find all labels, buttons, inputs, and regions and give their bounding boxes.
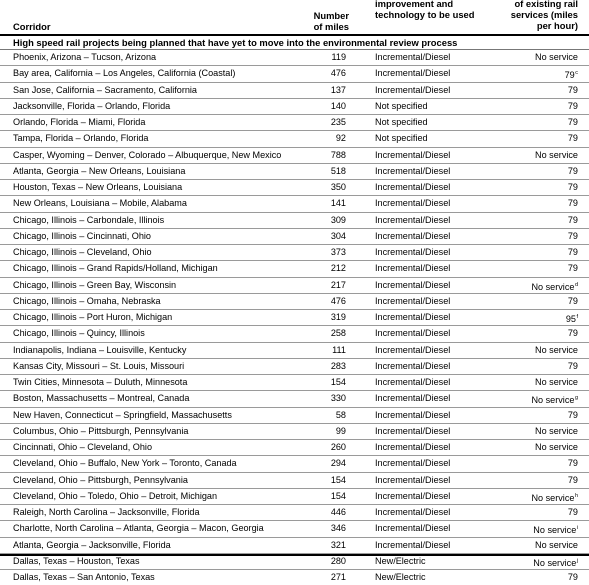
corridor-cell: Boston, Massachusetts – Montreal, Canada	[13, 393, 190, 404]
miles-cell: 140	[330, 100, 346, 111]
speed-cell	[450, 131, 578, 146]
corridor-cell: Tampa, Florida – Orlando, Florida	[13, 133, 149, 144]
corridor-cell: Dallas, Texas – San Antonio, Texas	[13, 572, 155, 582]
improvement-cell: Incremental/Diesel	[375, 377, 451, 387]
table-row	[0, 293, 589, 309]
improvement-cell: Incremental/Diesel	[375, 393, 451, 404]
table-row	[0, 195, 589, 211]
miles-cell: 518	[330, 165, 346, 176]
improvement-cell: Incremental/Diesel	[375, 490, 451, 501]
table-header	[0, 0, 589, 36]
miles-cell: 258	[330, 328, 346, 339]
footnote-marker: f	[576, 314, 578, 320]
bottom-rule	[0, 554, 589, 556]
miles-cell: 346	[330, 523, 346, 534]
miles-cell: 280	[330, 555, 346, 566]
speed-value: 79	[567, 133, 578, 144]
speed-cell	[450, 505, 578, 520]
improvement-cell: Not specified	[375, 133, 428, 144]
table-row	[0, 455, 589, 471]
footnote-marker: h	[574, 492, 578, 499]
miles-cell: 373	[330, 247, 346, 257]
table-row	[0, 260, 589, 276]
table-row	[0, 98, 589, 114]
speed-value: 79	[567, 182, 578, 192]
corridor-cell: Jacksonville, Florida – Orlando, Florida	[13, 100, 171, 111]
table-row	[0, 342, 589, 358]
improvement-cell: Incremental/Diesel	[375, 295, 451, 306]
miles-cell: 212	[330, 263, 346, 274]
corridor-cell: Chicago, Illinois – Green Bay, Wisconsin	[13, 279, 177, 290]
miles-cell: 350	[330, 182, 346, 192]
corridor-cell: Chicago, Illinois – Omaha, Nebraska	[13, 295, 161, 306]
corridor-cell: Chicago, Illinois – Carbondale, Illinois	[13, 214, 165, 225]
corridor-cell: Cincinnati, Ohio – Cleveland, Ohio	[13, 442, 153, 452]
speed-value: 79	[567, 295, 578, 306]
table-row	[0, 390, 589, 406]
corridor-cell: Dallas, Texas – Houston, Texas	[13, 555, 140, 566]
improvement-cell: Incremental/Diesel	[375, 425, 451, 436]
improvement-cell: New/Electric	[375, 555, 426, 566]
speed-cell	[450, 538, 578, 553]
improvement-cell: Incremental/Diesel	[375, 247, 451, 257]
speed-value: 79	[567, 572, 578, 582]
footnote-marker: j	[576, 557, 578, 564]
improvement-cell: Incremental/Diesel	[375, 328, 451, 339]
speed-value: No service	[535, 149, 578, 160]
miles-cell: 58	[335, 409, 346, 420]
table-row	[0, 65, 589, 81]
speed-value: No service	[535, 377, 578, 387]
table-row	[0, 277, 589, 293]
corridor-cell: Columbus, Ohio – Pittsburgh, Pennsylvania	[13, 425, 189, 436]
corridor-cell: Indianapolis, Indiana – Louisville, Kentucky	[13, 344, 187, 355]
miles-cell: 154	[330, 377, 346, 387]
speed-cell	[450, 343, 578, 358]
miles-cell: 476	[330, 295, 346, 306]
improvement-cell: Incremental/Diesel	[375, 312, 451, 322]
speed-value: 95	[565, 314, 576, 324]
corridor-cell: Chicago, Illinois – Cleveland, Ohio	[13, 247, 152, 257]
improvement-cell: Incremental/Diesel	[375, 52, 451, 62]
speed-value: No service	[533, 525, 577, 536]
improvement-cell: Incremental/Diesel	[375, 214, 451, 225]
table-row	[0, 520, 589, 536]
miles-cell: 330	[330, 393, 346, 404]
footnote-marker: c	[575, 70, 578, 77]
speed-cell	[450, 99, 578, 114]
table-row	[0, 504, 589, 520]
miles-cell: 309	[330, 214, 346, 225]
miles-cell: 283	[330, 360, 346, 371]
corridor-cell: Kansas City, Missouri – St. Louis, Missouri	[13, 360, 185, 371]
speed-value: 79	[564, 70, 575, 81]
speed-value: No service	[531, 395, 575, 406]
header-miles: Number of miles	[313, 10, 349, 32]
corridor-cell: Twin Cities, Minnesota – Duluth, Minnesota	[13, 377, 188, 387]
speed-value: 79	[567, 409, 578, 420]
improvement-cell: Incremental/Diesel	[375, 165, 451, 176]
corridor-cell: Cleveland, Ohio – Buffalo, New York – Toronto, Canada	[13, 458, 237, 469]
corridor-cell: Chicago, Illinois – Port Huron, Michigan	[13, 312, 173, 322]
speed-cell	[450, 164, 578, 179]
table-row	[0, 537, 589, 553]
header-speed: of existing rail services (miles per hour)	[510, 0, 578, 31]
speed-value: No service	[535, 539, 578, 550]
miles-cell: 111	[332, 344, 346, 355]
table-body	[0, 49, 589, 585]
corridor-cell: Cleveland, Ohio – Pittsburgh, Pennsylvania	[13, 474, 188, 485]
corridor-cell: Casper, Wyoming – Denver, Colorado – Albuquerque, New Mexico	[13, 149, 282, 160]
corridor-cell: New Haven, Connecticut – Springfield, Massachusetts	[13, 409, 232, 420]
speed-cell	[450, 440, 578, 455]
corridor-cell: Houston, Texas – New Orleans, Louisiana	[13, 182, 183, 192]
miles-cell: 321	[330, 539, 346, 550]
speed-cell	[450, 180, 578, 195]
speed-value: No service	[535, 52, 578, 62]
speed-cell	[450, 196, 578, 211]
speed-cell	[450, 148, 578, 163]
miles-cell: 137	[330, 84, 346, 95]
miles-cell: 141	[330, 198, 346, 209]
speed-value: No service	[531, 492, 575, 503]
speed-cell	[450, 245, 578, 260]
speed-value: 79	[567, 360, 578, 371]
table-row	[0, 569, 589, 585]
speed-cell	[450, 115, 578, 130]
miles-cell: 154	[330, 490, 346, 501]
corridor-cell: New Orleans, Louisiana – Mobile, Alabama	[13, 198, 187, 209]
improvement-cell: Incremental/Diesel	[375, 458, 451, 469]
speed-value: No service	[533, 557, 577, 568]
footnote-marker: d	[574, 281, 578, 288]
improvement-cell: Incremental/Diesel	[375, 279, 451, 290]
miles-cell: 260	[330, 442, 346, 452]
speed-value: 79	[567, 474, 578, 485]
speed-cell	[450, 261, 578, 276]
footnote-marker: g	[574, 395, 578, 402]
table-row	[0, 374, 589, 390]
table-row	[0, 147, 589, 163]
corridor-cell: Orlando, Florida – Miami, Florida	[13, 117, 146, 127]
speed-cell	[450, 424, 578, 439]
table-row	[0, 163, 589, 179]
speed-cell	[450, 229, 578, 244]
improvement-cell: Incremental/Diesel	[375, 182, 451, 192]
table-row	[0, 82, 589, 98]
speed-value: 79	[567, 84, 578, 95]
corridor-cell: Bay area, California – Los Angeles, California (Coastal)	[13, 68, 236, 79]
improvement-cell: Incremental/Diesel	[375, 539, 451, 550]
miles-cell: 294	[330, 458, 346, 469]
improvement-cell: Incremental/Diesel	[375, 263, 451, 274]
speed-cell	[450, 473, 578, 488]
speed-value: 79	[567, 263, 578, 274]
table-row	[0, 325, 589, 341]
improvement-cell: Incremental/Diesel	[375, 198, 451, 209]
speed-cell	[450, 326, 578, 341]
table-row	[0, 407, 589, 423]
header-improvement: improvement and technology to be used	[375, 0, 475, 20]
speed-cell	[450, 359, 578, 374]
corridor-cell: Chicago, Illinois – Grand Rapids/Holland, Michigan	[13, 263, 218, 274]
corridor-cell: Atlanta, Georgia – Jacksonville, Florida	[13, 539, 171, 550]
corridor-cell: San Jose, California – Sacramento, California	[13, 84, 197, 95]
improvement-cell: Not specified	[375, 100, 428, 111]
table-row	[0, 309, 589, 325]
miles-cell: 119	[331, 52, 346, 62]
miles-cell: 319	[330, 312, 346, 322]
table-row	[0, 358, 589, 374]
section-title: High speed rail projects being planned that have yet to move into the environmental review process	[13, 37, 458, 48]
speed-cell	[450, 213, 578, 228]
speed-value: No service	[535, 425, 578, 436]
improvement-cell: Incremental/Diesel	[375, 230, 451, 241]
table-row	[0, 212, 589, 228]
header-corridor: Corridor	[13, 21, 51, 32]
table-row	[0, 179, 589, 195]
speed-cell	[450, 294, 578, 309]
improvement-cell: Incremental/Diesel	[375, 442, 451, 452]
speed-cell	[450, 570, 578, 585]
improvement-cell: Not specified	[375, 117, 428, 127]
table-row	[0, 49, 589, 65]
improvement-cell: Incremental/Diesel	[375, 360, 451, 371]
speed-cell	[450, 375, 578, 390]
table-row	[0, 130, 589, 146]
speed-cell	[450, 456, 578, 471]
speed-cell	[450, 50, 578, 65]
improvement-cell: Incremental/Diesel	[375, 84, 451, 95]
improvement-cell: Incremental/Diesel	[375, 474, 451, 485]
miles-cell: 217	[330, 279, 346, 290]
corridor-cell: Cleveland, Ohio – Toledo, Ohio – Detroit, Michigan	[13, 490, 218, 501]
speed-cell	[450, 408, 578, 423]
speed-value: 79	[567, 507, 578, 517]
miles-cell: 99	[335, 425, 346, 436]
table-row	[0, 488, 589, 504]
miles-cell: 476	[330, 68, 346, 79]
improvement-cell: Incremental/Diesel	[375, 68, 451, 79]
improvement-cell: Incremental/Diesel	[375, 409, 451, 420]
corridor-cell: Chicago, Illinois – Cincinnati, Ohio	[13, 230, 151, 241]
corridor-cell: Charlotte, North Carolina – Atlanta, Georgia – Macon, Georgia	[13, 523, 264, 534]
speed-value: 79	[567, 100, 578, 111]
speed-value: 79	[567, 117, 578, 127]
miles-cell: 154	[330, 474, 346, 485]
table-row	[0, 439, 589, 455]
improvement-cell: Incremental/Diesel	[375, 344, 451, 355]
miles-cell: 235	[330, 117, 346, 127]
speed-value: No service	[535, 344, 578, 355]
speed-value: 79	[567, 458, 578, 469]
corridor-cell: Atlanta, Georgia – New Orleans, Louisiana	[13, 165, 186, 176]
speed-value: No service	[535, 442, 578, 452]
speed-value: 79	[567, 230, 578, 241]
improvement-cell: Incremental/Diesel	[375, 507, 451, 517]
speed-value: 79	[567, 214, 578, 225]
miles-cell: 92	[335, 133, 346, 144]
footnote-marker: i	[576, 525, 578, 532]
speed-value: 79	[567, 165, 578, 176]
corridor-cell: Phoenix, Arizona – Tucson, Arizona	[13, 52, 157, 62]
corridor-cell: Raleigh, North Carolina – Jacksonville, Florida	[13, 507, 200, 517]
corridor-cell: Chicago, Illinois – Quincy, Illinois	[13, 328, 145, 339]
table-row	[0, 472, 589, 488]
miles-cell: 446	[330, 507, 346, 517]
miles-cell: 788	[330, 149, 346, 160]
table-row	[0, 423, 589, 439]
speed-value: 79	[567, 198, 578, 209]
speed-value: No service	[531, 281, 575, 292]
speed-value: 79	[567, 328, 578, 339]
improvement-cell: New/Electric	[375, 572, 426, 582]
improvement-cell: Incremental/Diesel	[375, 149, 451, 160]
speed-cell	[450, 83, 578, 98]
miles-cell: 271	[330, 572, 346, 582]
table-row	[0, 244, 589, 260]
table-row	[0, 228, 589, 244]
improvement-cell: Incremental/Diesel	[375, 523, 451, 534]
table-row	[0, 114, 589, 130]
miles-cell: 304	[330, 230, 346, 241]
speed-value: 79	[567, 247, 578, 257]
